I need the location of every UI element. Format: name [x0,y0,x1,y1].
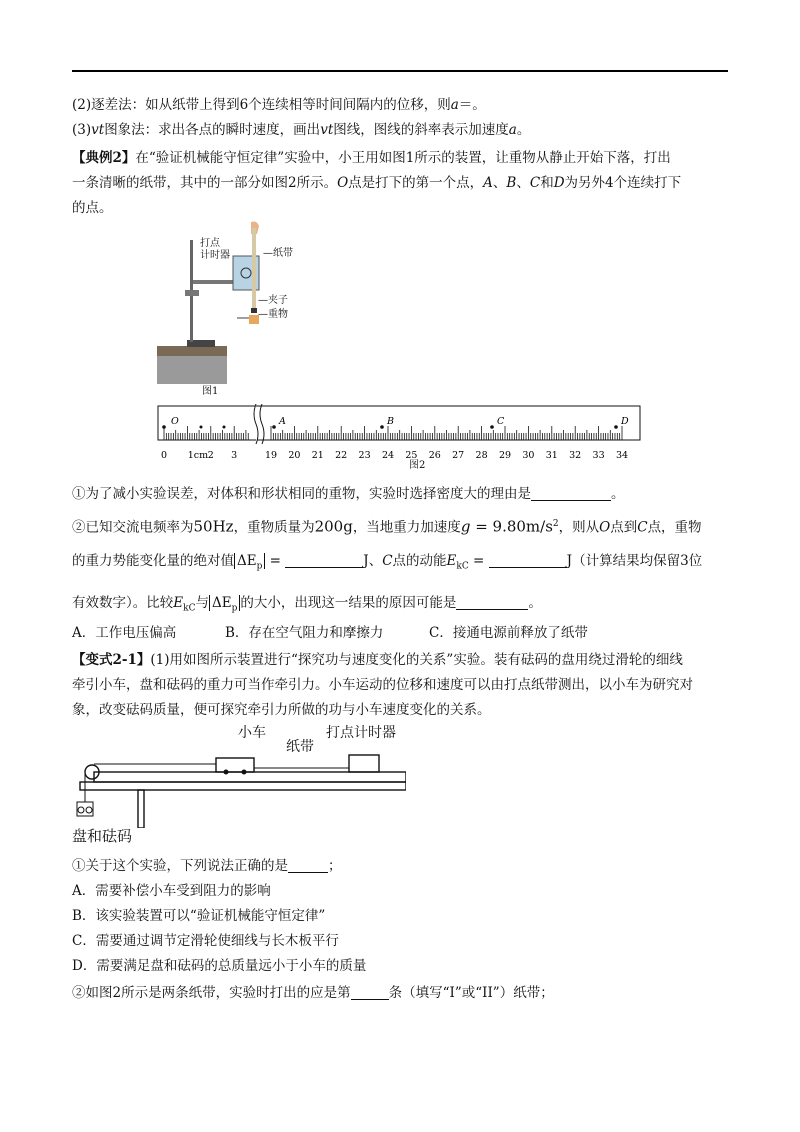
tape-dot [162,425,166,429]
tick-label: 22 [335,450,348,461]
timer [349,755,379,772]
text: 。 [611,486,625,502]
label-timer [200,238,230,262]
tick-label: 28 [475,450,488,461]
example-line-3 [72,199,113,217]
tick-label: 33 [592,450,605,461]
tick-label: 1cm [187,450,209,461]
table-leg [138,790,144,828]
text: (2)逐差法：如从纸带上得到6个连续相等时间间隔内的位移，则 [72,97,451,113]
tape-dot [272,425,276,429]
text: ②已知交流电频率为 [72,519,194,536]
text-line-vt-method [72,121,530,139]
text: (3) [72,122,92,138]
text: 、 [516,175,530,191]
symbol: ΔE [237,553,257,569]
text: 打点 [200,238,220,249]
answer-blank[interactable] [351,985,389,1000]
tick-label: 0 [160,450,168,461]
question-4 [72,594,542,618]
figure-1-caption: 图1 [202,386,219,397]
text: 点到 [610,519,638,536]
text: 点的动能 [392,553,447,569]
break-mark [260,404,264,444]
variant-option-b[interactable]: B．该实验装置可以“验证机械能守恒定律” [72,908,326,924]
abs-delta-ep [234,553,265,572]
option-a[interactable]: A．工作电压偏高 [72,625,177,641]
clamp-arm [193,280,237,284]
var: B [506,175,517,191]
answer-blank[interactable] [285,553,363,568]
question-3 [72,552,702,576]
text: 的点。 [72,200,113,216]
answer-blank[interactable] [489,553,567,568]
answer-blank[interactable] [456,595,528,610]
var: C [382,553,393,569]
header-rule [72,70,728,72]
superscript: 2 [552,519,559,529]
text: 与 [195,595,209,611]
tick-label: 19 [264,450,278,461]
tick-label: 32 [569,450,582,461]
variant-option-c[interactable]: C．需要通过调节定滑轮使细线与长木板平行 [72,933,339,949]
text: 和 [540,175,554,191]
break-mark [254,404,258,444]
answer-blank[interactable] [531,486,611,501]
tick-label: 27 [452,450,465,461]
clip [251,308,257,313]
wheel [242,770,247,775]
text: 条（填写“I”或“II”）纸带； [388,985,554,1001]
text: 。 [516,122,531,138]
variant-line-1 [72,651,683,669]
text: 点，重物 [647,519,702,536]
var: C [529,175,541,191]
long-board [94,772,406,782]
text: ，则从 [558,519,600,536]
table-top [157,346,227,356]
tick-label: 25 [405,450,418,461]
text: 、 [492,175,507,191]
subscript: kC [456,561,469,572]
figure-cart-apparatus [76,728,406,828]
point-label-D: D [621,416,629,427]
subscript: p [256,561,263,572]
value-g: = 9.80m/s [470,517,553,536]
text: ①关于这个实验，下列说法正确的是 [72,858,288,874]
variant-question-2 [72,984,554,1002]
label-tape: 纸带 [286,739,314,755]
var-a: a [450,97,459,113]
tick-label: 20 [288,450,301,461]
text: 计时器 [200,250,230,261]
text: 。 [528,595,542,611]
figure-2-caption: 图2 [409,460,426,471]
text: ，重物质量为 [233,519,315,536]
text: 重物 [268,309,288,320]
value-frequency: 50Hz [193,517,234,536]
variant-line-3: 象，改变砝码质量，便可探究牵引力所做的功与小车速度变化的关系。 [72,702,491,718]
variant-option-d[interactable]: D．需要满足盘和砝码的总质量远小于小车的质量 [72,958,367,974]
var: O [337,175,349,191]
symbol: ΔE [211,595,232,611]
wheel [224,770,229,775]
text-line-difference-method [72,96,486,114]
label-weight: —重物 [258,309,288,320]
variant-question-1 [72,857,342,875]
tick-label: 30 [522,450,535,461]
example-line-1 [72,149,671,167]
question-1 [72,485,625,503]
tick-label: 34 [615,450,629,461]
text: J（计算结果均保留3位 [566,553,703,569]
variant-tag: 【变式2-1】 [72,652,151,668]
var: A [483,175,493,191]
var: O [599,519,611,536]
example-tag: 【典例2】 [72,150,136,166]
label-cart: 小车 [238,725,266,741]
var: D [553,175,565,191]
tick-label: 29 [498,450,512,461]
tick-label: 2 [207,450,214,461]
text: ②如图2所示是两条纸带，实验时打出的应是第 [72,985,351,1001]
option-c[interactable]: C．接通电源前释放了纸带 [429,625,588,641]
text: ＝。 [458,97,486,113]
tick-label: 31 [545,450,558,461]
variant-line-2: 牵引小车，盘和砝码的重力可当作牵引力。小车运动的位移和速度可以由打点纸带测出，以小车为研究对 [72,677,693,693]
tick-label: 3 [231,450,238,461]
paper-tape [252,228,256,308]
text: ，当地重力加速度 [352,519,461,536]
text: = [265,553,286,569]
answer-blank[interactable] [288,858,328,873]
example-line-2 [72,174,681,192]
point-label-A: A [279,416,286,427]
tick-label: 26 [428,450,441,461]
question-2 [72,515,702,537]
tape-dot [490,425,494,429]
var-vt: vt [91,122,105,138]
paper-tape [158,406,640,440]
label-pan-weights: 盘和砝码 [72,827,133,845]
var-vt: vt [320,122,334,138]
abs-delta-ep [209,595,240,614]
text: 图线，图线的斜率表示加速度 [333,122,509,138]
option-b[interactable]: B．存在空气阻力和摩擦力 [225,625,384,641]
pan [77,802,93,816]
text: = [468,553,489,569]
text: (1)用如图所示装置进行“探究功与速度变化的关系”实验。装有砝码的盘用绕过滑轮的细线 [150,652,683,668]
tick-label: 21 [311,450,324,461]
subscript: p [231,603,238,614]
tape-dot [223,426,226,429]
text: 点是打下的第一个点， [348,175,484,191]
text: J、 [363,553,383,569]
weight-piece [78,807,84,813]
subscript: kC [183,603,196,614]
text: ； [328,858,342,874]
text: 的重力势能变化量的绝对值 [72,553,234,569]
label-tape: —纸带 [263,248,293,259]
tape-dot [380,425,384,429]
text: 有效数字）。比较 [72,595,174,611]
var-g: g [460,517,471,536]
point-label-B: B [387,416,394,427]
point-label-C: C [497,416,505,427]
var-a: a [508,122,517,138]
text: 的大小，出现这一结果的原因可能是 [240,595,457,611]
cart [216,758,254,772]
value-mass: 200g [314,517,353,536]
table-surface [80,782,406,790]
tick-label: 24 [381,450,395,461]
tape-dot [200,426,203,429]
symbol: E [446,553,457,569]
stand-clamp [185,290,199,296]
table-side [157,356,227,384]
text: ①为了减小实验误差，对体积和形状相同的重物，实验时选择密度大的理由是 [72,486,531,502]
variant-option-a[interactable]: A．需要补偿小车受到阻力的影响 [72,883,271,899]
weight-piece [86,807,92,813]
figure-2-ruler [156,404,642,468]
tape-dot [614,425,618,429]
tick-label: 23 [358,450,371,461]
text: 一条清晰的纸带，其中的一部分如图2所示。 [72,175,338,191]
symbol: E [173,595,184,611]
text: 纸带 [273,248,293,259]
text: 在“验证机械能守恒定律”实验中，小王用如图1所示的装置，让重物从静止开始下落，打出 [135,150,671,166]
text: 夹子 [268,295,288,306]
text: 图象法：求出各点的瞬时速度，画出 [104,122,321,138]
label-clip: —夹子 [258,295,288,306]
point-label-O: O [171,416,179,427]
var: C [637,519,648,536]
label-timer: 打点计时器 [326,725,396,741]
text: 为另外4个连续打下 [564,175,682,191]
